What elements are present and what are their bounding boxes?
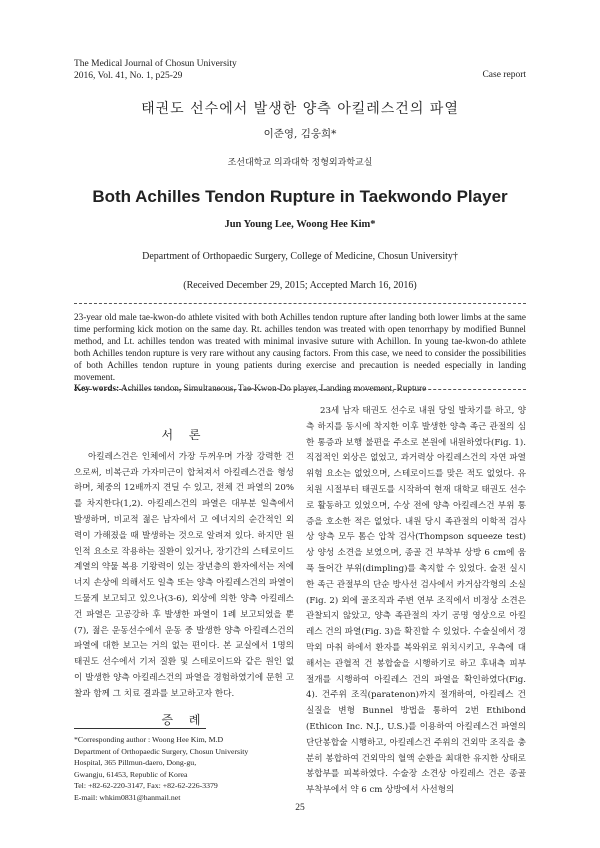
keywords-label: Key words: [74, 383, 120, 394]
journal-issue: 2016, Vol. 41, No. 1, p25-29 [74, 71, 183, 81]
abstract-bottom-divider [74, 389, 526, 390]
page-number: 25 [295, 803, 305, 813]
abstract-top-divider [74, 303, 526, 304]
intro-paragraph: 아킬레스건은 인체에서 가장 두꺼우며 가장 강력한 건으로써, 비복근과 가자미근이 합쳐져서 아킬레스건을 형성하며, 체중의 12배까지 견딜 수 있고, 전체 건 파열의 20%를 차지한다(1,2). 아킬레스건의 파열은 대부분 일측에서 발생하며, 비교적 젊은 남자에서 고 에너지의 순간적인 외력이 가해졌을 때 발생하는 것으로 알려져 있다. 하지만 원인적 요소로 작용하는 질환이 있거나, 장기간의 스테로이드 계열의 약물 복용 기왕력이 있는 장년층의 환자에서는 저에너지 손상에 의해서도 일측 또는 양측 아킬레스건의 파열이 드물게 보고되고 있으나(3-6), 외상에 의한 양측 아킬레스건 파열은 고공강하 후 발생한 파열이 1례 보고되었을 뿐(7), 젊은 운동선수에서 운동 중 발생한 양측 아킬레스건의 파열에 대한 보고는 거의 없는 편이다. 본 교실에서 1명의 태권도 선수에서 기저 질환 및 스테로이드와 같은 원인 없이 발생한 양측 아킬레스건의 파열을 경험하였기에 문헌 고찰과 함께 그 치료 결과를 보고하고자 한다. [74, 451, 294, 699]
corr-line: Department of Orthopaedic Surgery, Chosun University [74, 746, 249, 756]
journal-header [74, 58, 237, 82]
english-affiliation: Department of Orthopaedic Surgery, College of Medicine, Chosun University† [142, 251, 458, 262]
intro-heading: 서 론 [161, 428, 207, 442]
received-dates: (Received December 29, 2015; Accepted March 16, 2016) [183, 280, 417, 291]
case-heading: 증 례 [161, 712, 207, 727]
korean-authors: 이준영, 김웅희* [263, 128, 337, 140]
correspondence-footnote [74, 734, 294, 804]
corr-email: E-mail: whkim0831@hanmail.net [74, 792, 181, 802]
keywords: Achilles tendon, Simultaneous, Tae-Kwon-Do player, Landing movement, Rupture [120, 383, 427, 394]
journal-name: The Medical Journal of Chosun University [74, 59, 237, 69]
corr-line: Hospital, 365 Pillmun-daero, Dong-gu, [74, 758, 197, 768]
corr-line: Tel: +82-62-220-3147, Fax: +82-62-226-3379 [74, 781, 218, 791]
right-column [306, 404, 526, 799]
article-type: Case report [482, 70, 526, 80]
abstract [74, 312, 526, 395]
footnote-rule [74, 728, 206, 729]
english-title: Both Achilles Tendon Rupture in Taekwondo Player [92, 187, 508, 206]
left-column [74, 428, 294, 734]
korean-title: 태권도 선수에서 발생한 양측 아킬레스건의 파열 [141, 101, 459, 117]
english-authors: Jun Young Lee, Woong Hee Kim* [224, 219, 376, 230]
abstract-text: 23-year old male tae-kwon-do athlete visited with both Achilles tendon rupture after landing both lower limbs at the same time performing kick motion on the same day. Rt. achilles tendon was treated with open tenorrhapy by modified Bunnel method, and Lt. achilles tendon was treated with minimal invasive suture with Achillon. In young tae-kwon-do athlete both Achilles tendon rupture is very rare without any causing factors. From this case, we need to consider the possibilities of both Achilles tendon rupture in young patients during exercise and precaution is needed especially in landing movement. [74, 312, 526, 382]
corr-line: Gwangju, 61453, Republic of Korea [74, 769, 188, 779]
corr-line: *Corresponding author : Woong Hee Kim, M.D [74, 735, 224, 744]
korean-affiliation: 조선대학교 의과대학 정형외과학교실 [227, 158, 373, 168]
case-paragraph: 23세 남자 태권도 선수로 내원 당일 발차기를 하고, 양측 하지를 동시에 착지한 이후 발생한 양측 족근 관절의 심한 통증과 보행 불편을 주소로 본원에 내원하였다(Fig. 1). 직접적인 외상은 없었고, 과거력상 아킬레스건의 자연 파열 위험 요소는 없었으며, 스테로이드를 맞은 적도 없었다. 유치원 시절부터 태권도를 시작하여 현재 대학교 태권도 선수로 활동하고 있었으며, 수상 전에 양측 아킬레스건 부위 통증을 호소한 적은 없었다. 내원 당시 족관절의 이학적 검사상 양측 모두 톰슨 압착 검사(Thompson squeeze test)상 양성 소견을 보였으며, 종골 건 부착부 상방 6 cm에 움푹 들어간 부위(dimpling)를 촉지할 수 있었다. 술전 실시한 족근 관절부의 단순 방사선 검사에서 카거삼각형의 소실(Fig. 2) 외에 골조직과 주변 연부 조직에서 비정상 소견은 관찰되지 않았고, 양측 족관절의 자기 공명 영상으로 아킬레스 건의 파열(Fig. 3)을 확진할 수 있었다. 수술실에서 경막외 마취 하에서 환자를 복와위로 위치시키고, 우측에 대해서는 관혈적 건 봉합술을 시행하기로 하고 후내측 피부 절개를 시행하여 아킬레스 건의 파열을 확인하였다(Fig. 4). 건주위 조직(paratenon)까지 절개하여, 아킬레스 건 실질을 변형 Bunnel 방법을 통하여 2번 Ethibond (Ethicon Inc. N.J., U.S.)를 이용하여 아킬레스건 파열의 단단봉합술 시행하고, 아킬레스건 주위의 건외막 조직을 충분히 봉합하여 건외막의 혈액 순환을 최대한 유지한 상태로 봉합부를 피복하였다. 수술장 소견상 아킬레스 건은 종골 부착부에서 약 6 cm 상방에서 사선형의 [306, 406, 526, 796]
